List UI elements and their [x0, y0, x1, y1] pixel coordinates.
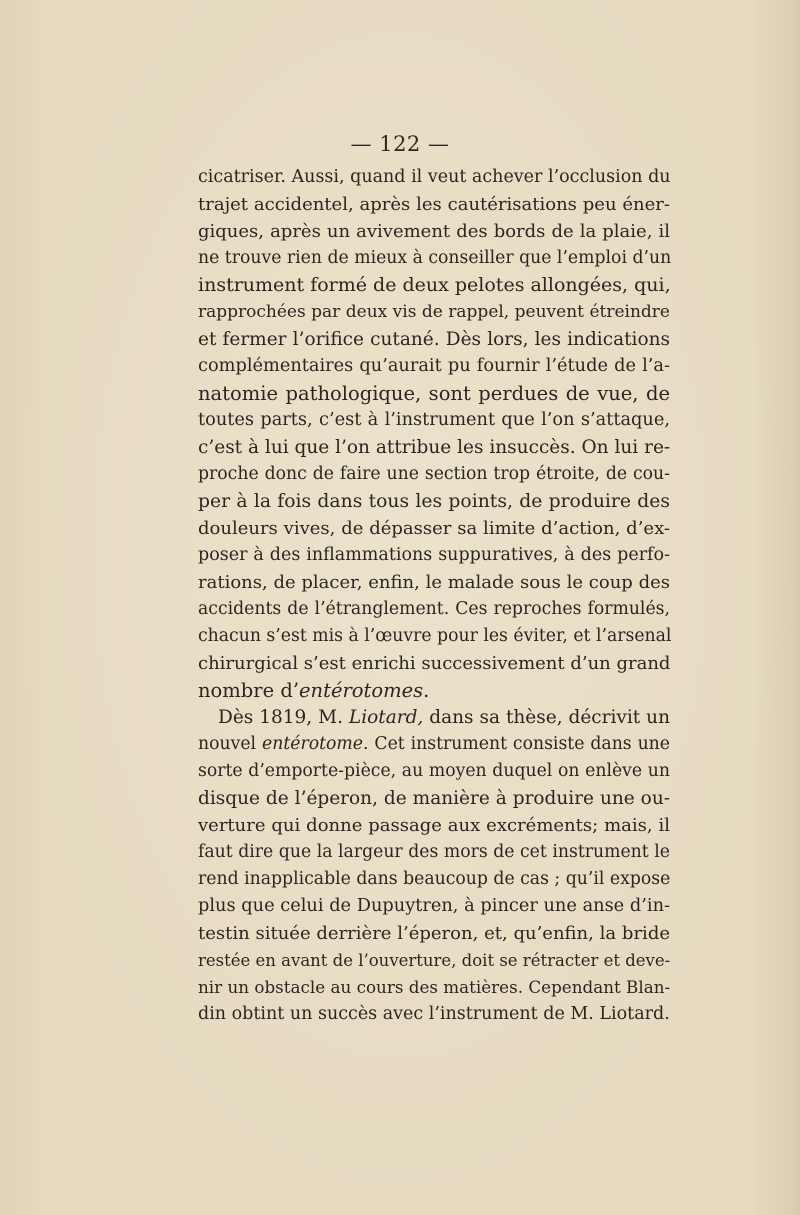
body-text [198, 164, 670, 1028]
text-line-21 [198, 704, 670, 731]
text-line-16: rations, de placer, enfin, le malade sous le coup des [198, 572, 670, 593]
page-number: — 122 — [350, 132, 450, 156]
text-line-29: testin située derrière l’éperon, et, qu’enfin, la bride [198, 923, 670, 944]
text-line-21-suffix: dans sa thèse, décrivit un [423, 707, 671, 728]
text-line-23: sorte d’emporte-pièce, au moyen duquel on enlève un [198, 761, 670, 781]
text-line-20 [198, 677, 670, 704]
text-line-4: ne trouve rien de mieux à conseiller que l’emploi d’un [198, 248, 672, 268]
text-line-6: rapprochées par deux vis de rappel, peuvent étreindre [198, 302, 670, 322]
text-line-11: c’est à lui que l’on attribue les insuccès. On lui re- [198, 437, 671, 458]
text-line-7: et fermer l’orifice cutané. Dès lors, les indications [198, 329, 670, 350]
text-line-5: instrument formé de deux pelotes allongées, qui, [198, 274, 671, 296]
italic-term-enterotome: entérotome [262, 734, 363, 754]
text-line-14: douleurs vives, de dépasser sa limite d’action, d’ex- [198, 518, 670, 539]
italic-term-enterotomes: entérotomes [299, 679, 424, 702]
italic-name-liotard: Liotard, [348, 707, 424, 728]
text-line-9: natomie pathologique, sont perdues de vue, de [198, 382, 670, 405]
text-line-3: giques, après un avivement des bords de la plaie, il [198, 221, 670, 242]
text-line-8: complémentaires qu’aurait pu fournir l’étude de l’a- [198, 356, 670, 376]
text-line-1: cicatriser. Aussi, quand il veut achever l’occlusion du [198, 167, 671, 187]
text-line-21-prefix: Dès 1819, M. [218, 707, 349, 728]
text-line-2: trajet accidentel, après les cautérisations peu éner- [198, 194, 670, 215]
text-line-28: plus que celui de Dupuytren, à pincer une anse d’in- [198, 896, 670, 916]
text-line-30: restée en avant de l’ouverture, doit se rétracter et deve- [198, 951, 671, 970]
text-line-22-suffix: . Cet instrument consiste dans une [362, 734, 670, 754]
text-line-19: chirurgical s’est enrichi successivement d’un grand [198, 653, 671, 674]
text-line-24: disque de l’éperon, de manière à produire une ou- [198, 788, 670, 809]
text-line-26: faut dire que la largeur des mors de cet instrument le [198, 842, 670, 862]
text-line-12: proche donc de faire une section trop étroite, de cou- [198, 464, 670, 484]
text-line-17: accidents de l’étranglement. Ces reproches formulés, [198, 599, 670, 619]
text-line-10: toutes parts, c’est à l’instrument que l’on s’attaque, [198, 410, 670, 430]
text-line-22 [198, 731, 670, 758]
text-line-25: verture qui donne passage aux excréments; mais, il [198, 815, 670, 836]
text-line-20-prefix: nombre d’ [198, 679, 300, 702]
text-line-22-prefix: nouvel [198, 734, 262, 754]
text-line-18: chacun s’est mis à l’œuvre pour les éviter, et l’arsenal [198, 626, 672, 646]
text-line-27: rend inapplicable dans beaucoup de cas ; qu’il expose [198, 869, 671, 889]
text-line-13: per à la fois dans tous les points, de produire des [198, 491, 670, 512]
text-line-15: poser à des inflammations suppuratives, à des perfo- [198, 545, 670, 565]
text-line-32: din obtint un succès avec l’instrument de M. Liotard. [198, 1004, 670, 1024]
text-line-20-suffix: . [423, 679, 430, 702]
text-line-31: nir un obstacle au cours des matières. Cependant Blan- [198, 977, 671, 997]
